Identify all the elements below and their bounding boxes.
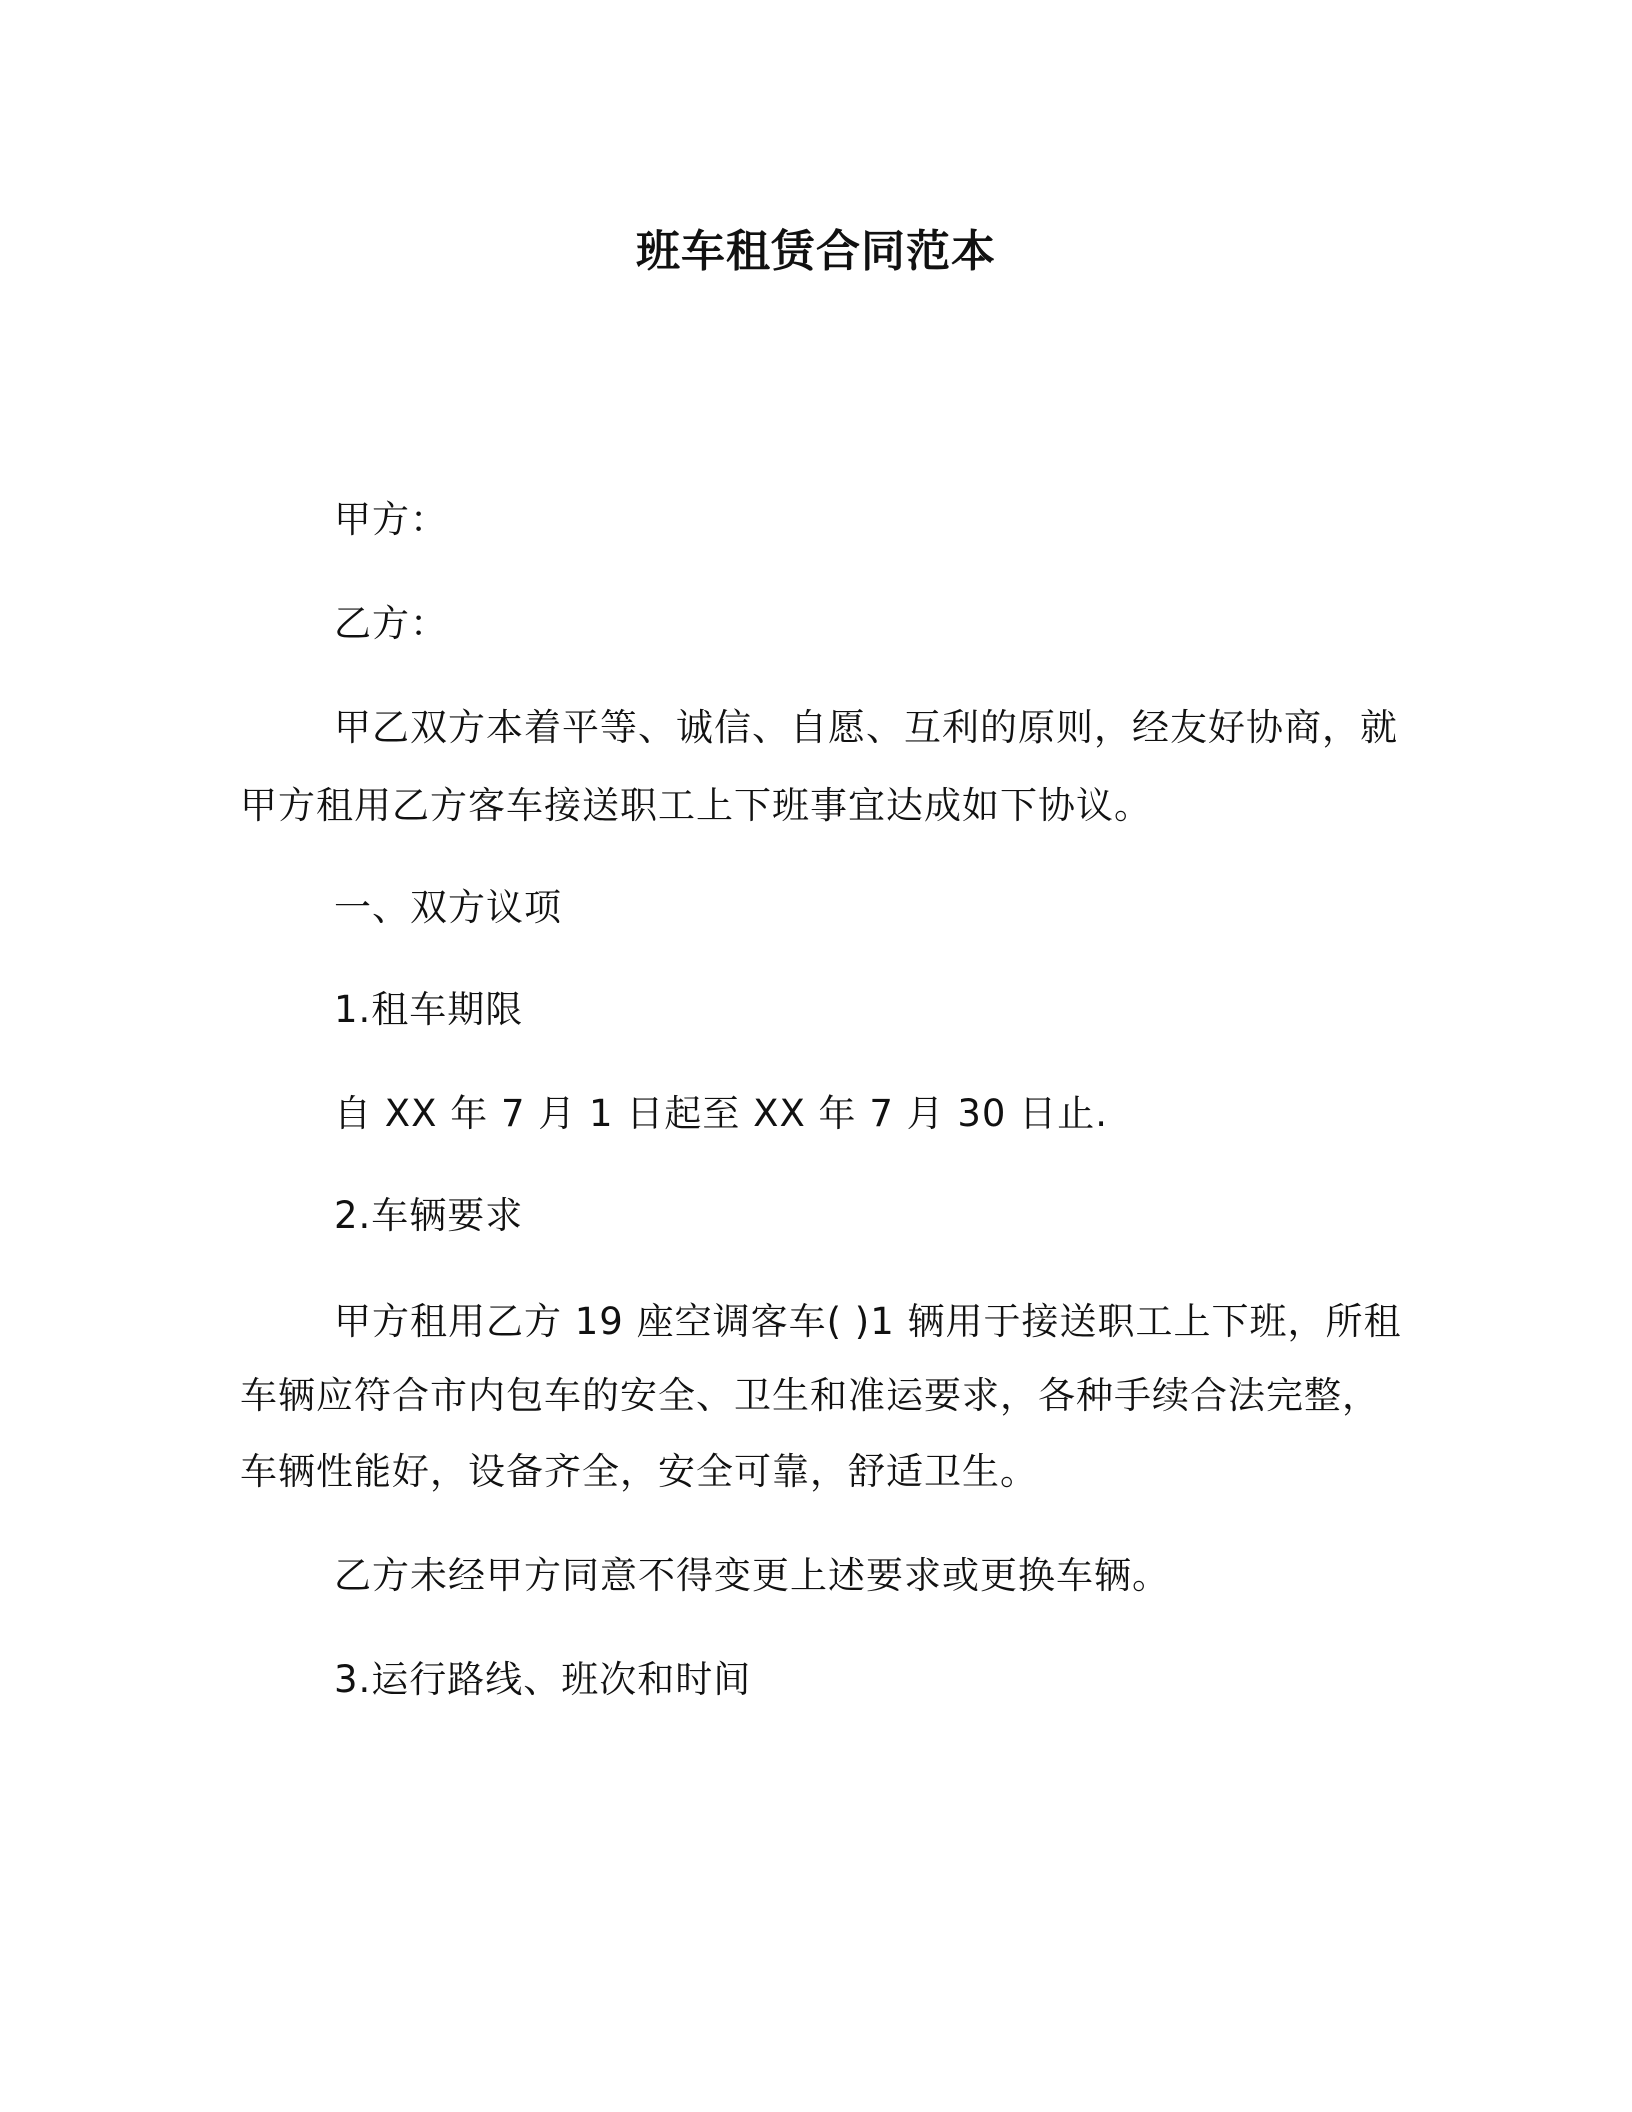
vehicle-change-restriction: 乙方未经甲方同意不得变更上述要求或更换车辆。 [334, 1554, 1170, 1597]
vehicle-requirements-line-3: 车辆性能好，设备齐全，安全可靠，舒适卫生。 [240, 1450, 1038, 1493]
rental-period-text: 自 XX 年 7 月 1 日起至 XX 年 7 月 30 日止. [334, 1092, 1108, 1135]
party-b-line: 乙方： [334, 602, 448, 645]
section-heading-1: 一、双方议项 [334, 886, 562, 929]
intro-paragraph-line-1: 甲乙双方本着平等、诚信、自愿、互利的原则，经友好协商，就 [334, 706, 1398, 749]
party-a-line: 甲方： [334, 498, 448, 541]
subsection-heading-vehicle-requirements: 2.车辆要求 [334, 1194, 524, 1237]
intro-paragraph-line-2: 甲方租用乙方客车接送职工上下班事宜达成如下协议。 [240, 784, 1152, 827]
vehicle-requirements-line-1: 甲方租用乙方 19 座空调客车( )1 辆用于接送职工上下班，所租 [334, 1300, 1402, 1343]
subsection-heading-route-schedule: 3.运行路线、班次和时间 [334, 1658, 752, 1701]
document-title: 班车租赁合同范本 [636, 226, 996, 277]
subsection-heading-rental-period: 1.租车期限 [334, 988, 524, 1031]
vehicle-requirements-line-2: 车辆应符合市内包车的安全、卫生和准运要求，各种手续合法完整， [240, 1374, 1380, 1417]
